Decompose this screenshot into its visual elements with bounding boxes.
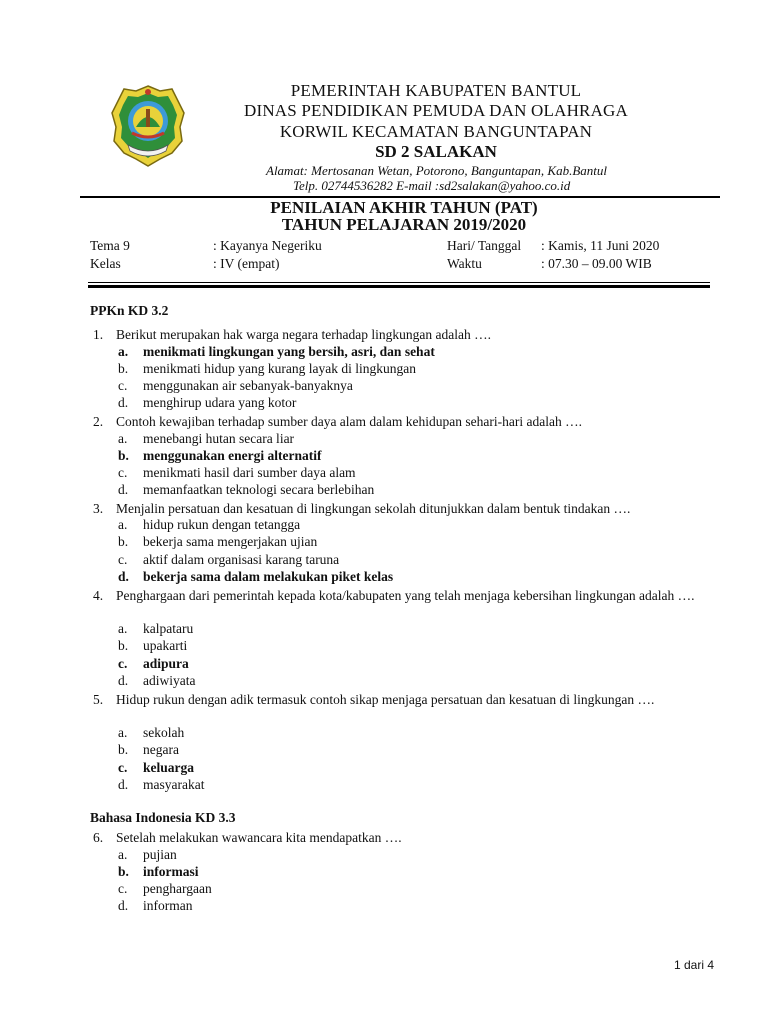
question-number: 4. — [93, 588, 104, 603]
hari-value: : Kamis, 11 Juni 2020 — [541, 238, 660, 253]
letterhead-line-2: DINAS PENDIDIKAN PEMUDA DAN OLAHRAGA — [243, 101, 629, 120]
q3-option-a: a. hidup rukun dengan tetangga — [118, 517, 301, 532]
question-4 — [93, 587, 714, 605]
q5-option-b: b. negara — [118, 742, 179, 757]
question-2 — [93, 413, 714, 431]
question-5 — [93, 691, 714, 709]
section-bahasa-indonesia: Bahasa Indonesia KD 3.3 — [90, 810, 236, 825]
question-number: 3. — [93, 501, 104, 516]
q5-option-c: c. keluarga — [118, 760, 195, 775]
school-address: Alamat: Mertosanan Wetan, Potorono, Banguntapan, Kab.Bantul — [266, 163, 607, 178]
q2-option-c: c. menikmati hasil dari sumber daya alam — [118, 465, 356, 480]
q3-option-b: b. bekerja sama mengerjakan ujian — [118, 534, 318, 549]
q2-option-b: b. menggunakan energi alternatif — [118, 448, 322, 463]
q3-option-c: c. aktif dalam organisasi karang taruna — [118, 552, 340, 567]
q5-option-d: d. masyarakat — [118, 777, 205, 792]
q1-option-b: b. menikmati hidup yang kurang layak di lingkungan — [118, 361, 416, 376]
q4-option-d: d. adiwiyata — [118, 673, 196, 688]
q6-option-c: c. penghargaan — [118, 881, 212, 896]
q6-option-d: d. informan — [118, 898, 193, 913]
question-text: Menjalin persatuan dan kesatuan di lingkungan sekolah ditunjukkan dalam bentuk tindakan …. — [116, 501, 631, 516]
question-number: 1. — [93, 327, 104, 342]
letterhead-line-1: PEMERINTAH KABUPATEN BANTUL — [290, 81, 582, 100]
question-text: Contoh kewajiban terhadap sumber daya alam dalam kehidupan sehari-hari adalah …. — [116, 414, 582, 429]
question-1 — [93, 326, 714, 344]
question-6 — [93, 829, 714, 847]
tema-label: Tema 9 — [90, 238, 130, 253]
tema-value: : Kayanya Negeriku — [213, 238, 322, 253]
q1-option-c: c. menggunakan air sebanyak-banyaknya — [118, 378, 353, 393]
hari-label: Hari/ Tanggal — [447, 238, 522, 253]
q4-option-a: a. kalpataru — [118, 621, 194, 636]
q1-option-a: a. menikmati lingkungan yang bersih, asri, dan sehat — [118, 344, 435, 359]
exam-title: PENILAIAN AKHIR TAHUN (PAT) — [270, 198, 538, 217]
q1-option-d: d. menghirup udara yang kotor — [118, 395, 297, 410]
question-number: 2. — [93, 414, 104, 429]
question-text: Setelah melakukan wawancara kita mendapatkan …. — [116, 830, 402, 845]
q4-option-b: b. upakarti — [118, 638, 188, 653]
kelas-label: Kelas — [90, 256, 121, 271]
q5-option-a: a. sekolah — [118, 725, 185, 740]
info-divider-thick — [88, 285, 710, 288]
waktu-value: : 07.30 – 09.00 WIB — [541, 256, 652, 271]
q6-option-a: a. pujian — [118, 847, 177, 862]
school-contact: Telp. 02744536282 E-mail :sd2salakan@yahoo.co.id — [293, 178, 571, 193]
waktu-label: Waktu — [447, 256, 482, 271]
question-number: 5. — [93, 692, 104, 707]
section-ppkn: PPKn KD 3.2 — [90, 303, 169, 318]
school-year: TAHUN PELAJARAN 2019/2020 — [281, 215, 527, 234]
question-text: Berikut merupakan hak warga negara terhadap lingkungan adalah …. — [116, 327, 491, 342]
info-divider-thin — [88, 282, 710, 283]
question-text: Hidup rukun dengan adik termasuk contoh sikap menjaga persatuan dan kesatuan di lingkungan …. — [116, 692, 655, 707]
school-name: SD 2 SALAKAN — [375, 142, 497, 161]
q4-option-c: c. adipura — [118, 656, 189, 671]
q2-option-d: d. memanfaatkan teknologi secara berlebihan — [118, 482, 375, 497]
kelas-value: : IV (empat) — [213, 256, 280, 271]
question-text: Penghargaan dari pemerintah kepada kota/kabupaten yang telah menjaga kebersihan lingkungan adalah …. — [116, 588, 695, 603]
letterhead-line-3: KORWIL KECAMATAN BANGUNTAPAN — [279, 122, 593, 141]
question-number: 6. — [93, 830, 104, 845]
q3-option-d: d. bekerja sama dalam melakukan piket kelas — [118, 569, 394, 584]
q6-option-b: b. informasi — [118, 864, 199, 879]
page-number: 1 dari 4 — [673, 958, 714, 972]
q2-option-a: a. menebangi hutan secara liar — [118, 431, 295, 446]
question-3 — [93, 500, 714, 518]
